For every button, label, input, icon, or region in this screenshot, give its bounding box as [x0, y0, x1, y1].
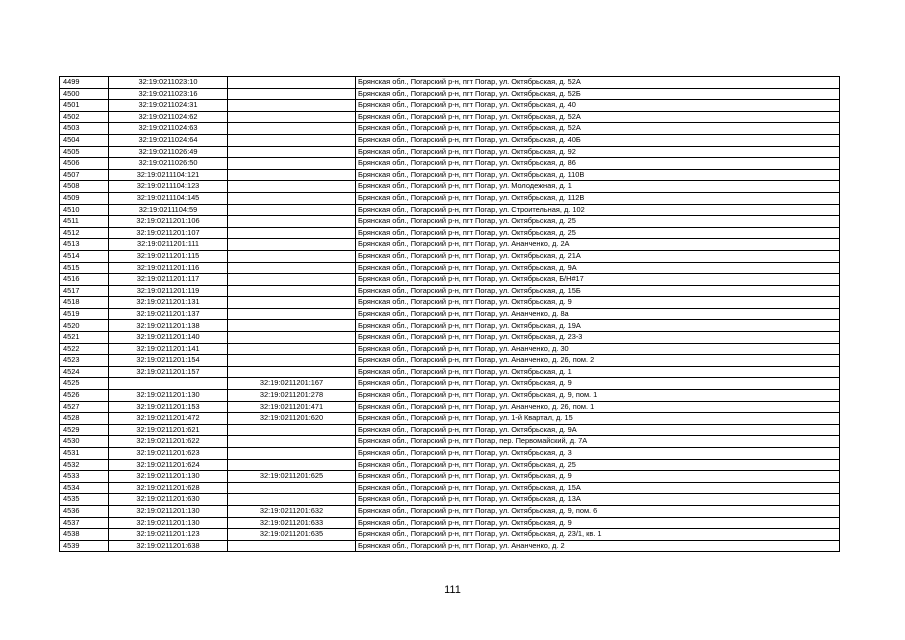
row-number-cell: 4504 [60, 134, 109, 146]
table-row [60, 308, 840, 320]
row-number-cell: 4528 [60, 413, 109, 425]
parent-cadastral-number-cell [228, 227, 356, 239]
table-row [60, 482, 840, 494]
row-number-cell: 4505 [60, 146, 109, 158]
table-row [60, 100, 840, 112]
registry-table-body [60, 77, 840, 552]
address-cell: Брянская обл., Погарский р-н, пгт Погар, ул. Октябрьская, д. 9 [356, 517, 840, 529]
table-row [60, 204, 840, 216]
table-row [60, 494, 840, 506]
address-cell: Брянская обл., Погарский р-н, пгт Погар, ул. Строительная, д. 102 [356, 204, 840, 216]
row-number-cell: 4524 [60, 366, 109, 378]
cadastral-number-cell: 32:19:0211024:31 [109, 100, 228, 112]
parent-cadastral-number-cell [228, 355, 356, 367]
parent-cadastral-number-cell [228, 239, 356, 251]
address-cell: Брянская обл., Погарский р-н, пгт Погар, ул. Октябрьская, д. 19А [356, 320, 840, 332]
parent-cadastral-number-cell [228, 77, 356, 89]
row-number-cell: 4511 [60, 216, 109, 228]
row-number-cell: 4538 [60, 529, 109, 541]
row-number-cell: 4535 [60, 494, 109, 506]
address-cell: Брянская обл., Погарский р-н, пгт Погар, ул. Октябрьская, д. 13А [356, 494, 840, 506]
table-row [60, 378, 840, 390]
row-number-cell: 4520 [60, 320, 109, 332]
cadastral-number-cell: 32:19:0211201:623 [109, 448, 228, 460]
table-row [60, 192, 840, 204]
parent-cadastral-number-cell [228, 134, 356, 146]
parent-cadastral-number-cell [228, 158, 356, 170]
address-cell: Брянская обл., Погарский р-н, пгт Погар, ул. Октябрьская, д. 40Б [356, 134, 840, 146]
parent-cadastral-number-cell [228, 111, 356, 123]
table-row [60, 505, 840, 517]
table-row [60, 239, 840, 251]
cadastral-number-cell: 32:19:0211201:130 [109, 517, 228, 529]
parent-cadastral-number-cell [228, 308, 356, 320]
row-number-cell: 4532 [60, 459, 109, 471]
table-row [60, 88, 840, 100]
row-number-cell: 4526 [60, 390, 109, 402]
address-cell: Брянская обл., Погарский р-н, пгт Погар, ул. Ананченко, д. 26, пом. 1 [356, 401, 840, 413]
parent-cadastral-number-cell: 32:19:0211201:278 [228, 390, 356, 402]
parent-cadastral-number-cell: 32:19:0211201:625 [228, 471, 356, 483]
cadastral-number-cell: 32:19:0211201:140 [109, 332, 228, 344]
parent-cadastral-number-cell: 32:19:0211201:632 [228, 505, 356, 517]
address-cell: Брянская обл., Погарский р-н, пгт Погар, ул. Молодежная, д. 1 [356, 181, 840, 193]
cadastral-number-cell: 32:19:0211201:137 [109, 308, 228, 320]
row-number-cell: 4518 [60, 297, 109, 309]
address-cell: Брянская обл., Погарский р-н, пгт Погар, ул. Октябрьская, д. 52А [356, 123, 840, 135]
cadastral-number-cell: 32:19:0211201:638 [109, 540, 228, 552]
parent-cadastral-number-cell [228, 540, 356, 552]
parent-cadastral-number-cell [228, 482, 356, 494]
table-row [60, 424, 840, 436]
address-cell: Брянская обл., Погарский р-н, пгт Погар, ул. Октябрьская, Б/Н#17 [356, 274, 840, 286]
address-cell: Брянская обл., Погарский р-н, пгт Погар, ул. Октябрьская, д. 9 [356, 297, 840, 309]
row-number-cell: 4527 [60, 401, 109, 413]
parent-cadastral-number-cell [228, 448, 356, 460]
address-cell: Брянская обл., Погарский р-н, пгт Погар, ул. Октябрьская, д. 52А [356, 111, 840, 123]
row-number-cell: 4509 [60, 192, 109, 204]
address-cell: Брянская обл., Погарский р-н, пгт Погар, ул. Ананченко, д. 2 [356, 540, 840, 552]
row-number-cell: 4513 [60, 239, 109, 251]
address-cell: Брянская обл., Погарский р-н, пгт Погар, ул. Октябрьская, д. 86 [356, 158, 840, 170]
parent-cadastral-number-cell [228, 262, 356, 274]
cadastral-number-cell: 32:19:0211201:117 [109, 274, 228, 286]
table-row [60, 250, 840, 262]
table-row [60, 158, 840, 170]
table-row [60, 77, 840, 89]
row-number-cell: 4508 [60, 181, 109, 193]
row-number-cell: 4506 [60, 158, 109, 170]
cadastral-number-cell: 32:19:0211201:131 [109, 297, 228, 309]
parent-cadastral-number-cell [228, 100, 356, 112]
row-number-cell: 4519 [60, 308, 109, 320]
parent-cadastral-number-cell [228, 274, 356, 286]
address-cell: Брянская обл., Погарский р-н, пгт Погар, ул. Октябрьская, д. 15А [356, 482, 840, 494]
parent-cadastral-number-cell [228, 343, 356, 355]
address-cell: Брянская обл., Погарский р-н, пгт Погар, ул. Октябрьская, д. 9 [356, 378, 840, 390]
address-cell: Брянская обл., Погарский р-н, пгт Погар, ул. Октябрьская, д. 25 [356, 459, 840, 471]
cadastral-number-cell: 32:19:0211201:116 [109, 262, 228, 274]
parent-cadastral-number-cell [228, 204, 356, 216]
parent-cadastral-number-cell [228, 146, 356, 158]
parent-cadastral-number-cell: 32:19:0211201:167 [228, 378, 356, 390]
address-cell: Брянская обл., Погарский р-н, пгт Погар, ул. Ананченко, д. 8а [356, 308, 840, 320]
cadastral-number-cell: 32:19:0211201:472 [109, 413, 228, 425]
cadastral-number-cell: 32:19:0211201:130 [109, 505, 228, 517]
cadastral-number-cell: 32:19:0211026:49 [109, 146, 228, 158]
address-cell: Брянская обл., Погарский р-н, пгт Погар, ул. Октябрьская, д. 25 [356, 227, 840, 239]
address-cell: Брянская обл., Погарский р-н, пгт Погар, ул. Октябрьская, д. 40 [356, 100, 840, 112]
parent-cadastral-number-cell [228, 436, 356, 448]
cadastral-number-cell: 32:19:0211104:59 [109, 204, 228, 216]
cadastral-number-cell: 32:19:0211201:154 [109, 355, 228, 367]
cadastral-number-cell: 32:19:0211201:153 [109, 401, 228, 413]
parent-cadastral-number-cell [228, 297, 356, 309]
address-cell: Брянская обл., Погарский р-н, пгт Погар, ул. Октябрьская, д. 112В [356, 192, 840, 204]
row-number-cell: 4529 [60, 424, 109, 436]
address-cell: Брянская обл., Погарский р-н, пгт Погар, ул. Октябрьская, д. 9А [356, 424, 840, 436]
cadastral-number-cell [109, 378, 228, 390]
parent-cadastral-number-cell [228, 169, 356, 181]
row-number-cell: 4536 [60, 505, 109, 517]
table-row [60, 459, 840, 471]
registry-table [59, 76, 840, 552]
cadastral-number-cell: 32:19:0211024:62 [109, 111, 228, 123]
row-number-cell: 4531 [60, 448, 109, 460]
cadastral-number-cell: 32:19:0211201:107 [109, 227, 228, 239]
table-row [60, 436, 840, 448]
table-row [60, 111, 840, 123]
parent-cadastral-number-cell: 32:19:0211201:635 [228, 529, 356, 541]
cadastral-number-cell: 32:19:0211024:63 [109, 123, 228, 135]
row-number-cell: 4502 [60, 111, 109, 123]
cadastral-number-cell: 32:19:0211201:622 [109, 436, 228, 448]
address-cell: Брянская обл., Погарский р-н, пгт Погар, ул. Октябрьская, д. 52Б [356, 88, 840, 100]
cadastral-number-cell: 32:19:0211201:115 [109, 250, 228, 262]
row-number-cell: 4503 [60, 123, 109, 135]
table-row [60, 517, 840, 529]
table-row [60, 529, 840, 541]
cadastral-number-cell: 32:19:0211201:123 [109, 529, 228, 541]
address-cell: Брянская обл., Погарский р-н, пгт Погар, ул. Октябрьская, д. 3 [356, 448, 840, 460]
table-row [60, 355, 840, 367]
cadastral-number-cell: 32:19:0211201:130 [109, 471, 228, 483]
address-cell: Брянская обл., Погарский р-н, пгт Погар, ул. Октябрьская, д. 15Б [356, 285, 840, 297]
table-row [60, 181, 840, 193]
cadastral-number-cell: 32:19:0211201:624 [109, 459, 228, 471]
address-cell: Брянская обл., Погарский р-н, пгт Погар, ул. Октябрьская, д. 9, пом. 1 [356, 390, 840, 402]
row-number-cell: 4516 [60, 274, 109, 286]
parent-cadastral-number-cell [228, 88, 356, 100]
cadastral-number-cell: 32:19:0211201:130 [109, 390, 228, 402]
cadastral-number-cell: 32:19:0211201:138 [109, 320, 228, 332]
row-number-cell: 4501 [60, 100, 109, 112]
address-cell: Брянская обл., Погарский р-н, пгт Погар, ул. 1-й Квартал, д. 15 [356, 413, 840, 425]
table-row [60, 540, 840, 552]
parent-cadastral-number-cell [228, 366, 356, 378]
address-cell: Брянская обл., Погарский р-н, пгт Погар, ул. Октябрьская, д. 23/1, кв. 1 [356, 529, 840, 541]
cadastral-number-cell: 32:19:0211201:621 [109, 424, 228, 436]
parent-cadastral-number-cell [228, 250, 356, 262]
parent-cadastral-number-cell [228, 285, 356, 297]
table-row [60, 169, 840, 181]
table-row [60, 366, 840, 378]
table-row [60, 262, 840, 274]
row-number-cell: 4522 [60, 343, 109, 355]
cadastral-number-cell: 32:19:0211023:16 [109, 88, 228, 100]
parent-cadastral-number-cell: 32:19:0211201:620 [228, 413, 356, 425]
address-cell: Брянская обл., Погарский р-н, пгт Погар, ул. Октябрьская, д. 23-3 [356, 332, 840, 344]
cadastral-number-cell: 32:19:0211201:157 [109, 366, 228, 378]
parent-cadastral-number-cell [228, 494, 356, 506]
cadastral-number-cell: 32:19:0211201:628 [109, 482, 228, 494]
parent-cadastral-number-cell [228, 424, 356, 436]
cadastral-number-cell: 32:19:0211024:64 [109, 134, 228, 146]
cadastral-number-cell: 32:19:0211023:10 [109, 77, 228, 89]
row-number-cell: 4530 [60, 436, 109, 448]
address-cell: Брянская обл., Погарский р-н, пгт Погар, ул. Ананченко, д. 26, пом. 2 [356, 355, 840, 367]
table-row [60, 285, 840, 297]
parent-cadastral-number-cell [228, 192, 356, 204]
table-row [60, 320, 840, 332]
row-number-cell: 4523 [60, 355, 109, 367]
table-row [60, 448, 840, 460]
table-row [60, 146, 840, 158]
address-cell: Брянская обл., Погарский р-н, пгт Погар, ул. Октябрьская, д. 1 [356, 366, 840, 378]
parent-cadastral-number-cell [228, 181, 356, 193]
table-row [60, 134, 840, 146]
cadastral-number-cell: 32:19:0211026:50 [109, 158, 228, 170]
row-number-cell: 4515 [60, 262, 109, 274]
row-number-cell: 4512 [60, 227, 109, 239]
row-number-cell: 4539 [60, 540, 109, 552]
address-cell: Брянская обл., Погарский р-н, пгт Погар, ул. Октябрьская, д. 21А [356, 250, 840, 262]
address-cell: Брянская обл., Погарский р-н, пгт Погар, ул. Ананченко, д. 30 [356, 343, 840, 355]
parent-cadastral-number-cell [228, 123, 356, 135]
row-number-cell: 4517 [60, 285, 109, 297]
table-row [60, 227, 840, 239]
address-cell: Брянская обл., Погарский р-н, пгт Погар, пер. Первомайский, д. 7А [356, 436, 840, 448]
parent-cadastral-number-cell [228, 332, 356, 344]
cadastral-number-cell: 32:19:0211201:630 [109, 494, 228, 506]
cadastral-number-cell: 32:19:0211201:119 [109, 285, 228, 297]
cadastral-number-cell: 32:19:0211201:141 [109, 343, 228, 355]
table-row [60, 274, 840, 286]
address-cell: Брянская обл., Погарский р-н, пгт Погар, ул. Октябрьская, д. 52А [356, 77, 840, 89]
page-number: 111 [444, 584, 461, 596]
row-number-cell: 4510 [60, 204, 109, 216]
row-number-cell: 4514 [60, 250, 109, 262]
row-number-cell: 4499 [60, 77, 109, 89]
table-row [60, 343, 840, 355]
row-number-cell: 4521 [60, 332, 109, 344]
row-number-cell: 4525 [60, 378, 109, 390]
parent-cadastral-number-cell [228, 320, 356, 332]
cadastral-number-cell: 32:19:0211104:123 [109, 181, 228, 193]
address-cell: Брянская обл., Погарский р-н, пгт Погар, ул. Октябрьская, д. 9А [356, 262, 840, 274]
cadastral-number-cell: 32:19:0211201:111 [109, 239, 228, 251]
table-row [60, 216, 840, 228]
address-cell: Брянская обл., Погарский р-н, пгт Погар, ул. Октябрьская, д. 25 [356, 216, 840, 228]
table-row [60, 332, 840, 344]
row-number-cell: 4537 [60, 517, 109, 529]
address-cell: Брянская обл., Погарский р-н, пгт Погар, ул. Октябрьская, д. 9, пом. 6 [356, 505, 840, 517]
table-row [60, 390, 840, 402]
parent-cadastral-number-cell: 32:19:0211201:633 [228, 517, 356, 529]
address-cell: Брянская обл., Погарский р-н, пгт Погар, ул. Октябрьская, д. 110В [356, 169, 840, 181]
address-cell: Брянская обл., Погарский р-н, пгт Погар, ул. Октябрьская, д. 92 [356, 146, 840, 158]
parent-cadastral-number-cell [228, 459, 356, 471]
row-number-cell: 4534 [60, 482, 109, 494]
parent-cadastral-number-cell [228, 216, 356, 228]
row-number-cell: 4500 [60, 88, 109, 100]
row-number-cell: 4507 [60, 169, 109, 181]
cadastral-number-cell: 32:19:0211201:106 [109, 216, 228, 228]
address-cell: Брянская обл., Погарский р-н, пгт Погар, ул. Октябрьская, д. 9 [356, 471, 840, 483]
table-row [60, 297, 840, 309]
table-row [60, 123, 840, 135]
address-cell: Брянская обл., Погарский р-н, пгт Погар, ул. Ананченко, д. 2А [356, 239, 840, 251]
cadastral-number-cell: 32:19:0211104:145 [109, 192, 228, 204]
row-number-cell: 4533 [60, 471, 109, 483]
cadastral-number-cell: 32:19:0211104:121 [109, 169, 228, 181]
table-row [60, 401, 840, 413]
table-row [60, 413, 840, 425]
parent-cadastral-number-cell: 32:19:0211201:471 [228, 401, 356, 413]
table-row [60, 471, 840, 483]
